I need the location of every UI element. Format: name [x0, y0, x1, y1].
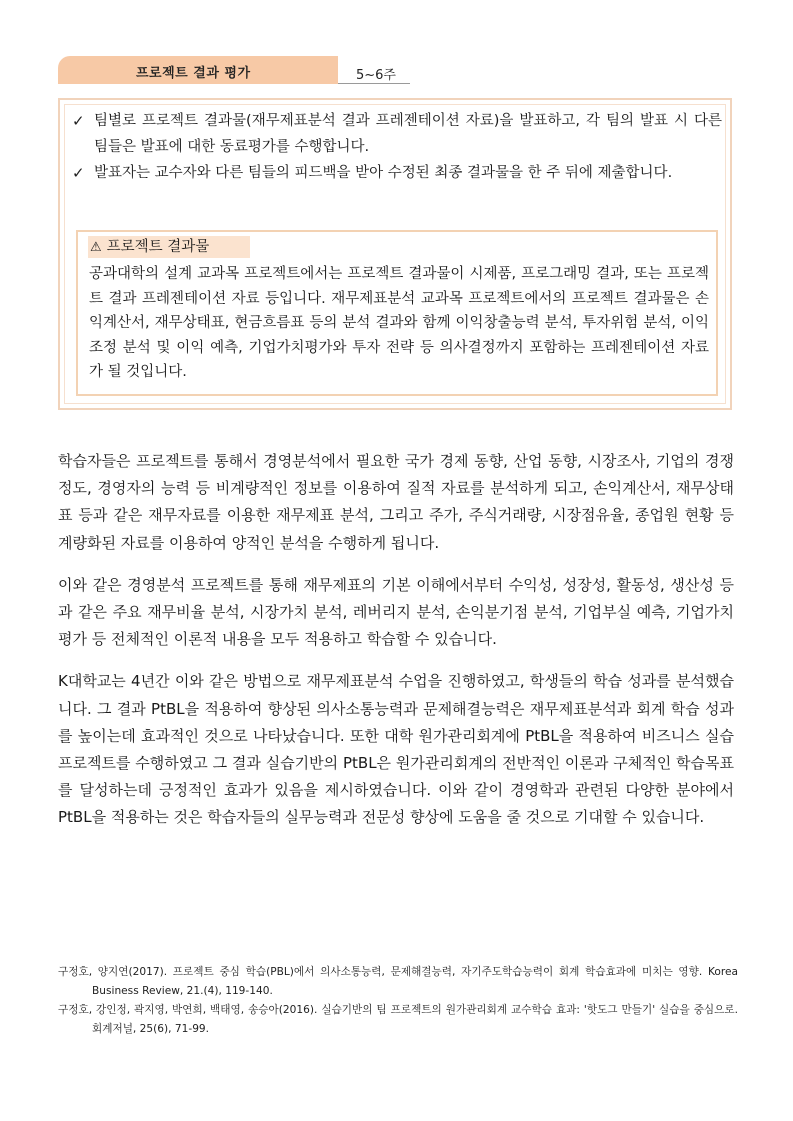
checkmark-icon: ✓	[72, 112, 85, 130]
checklist-item-text: 팀별로 프로젝트 결과물(재무제표분석 결과 프레젠테이션 자료)을 발표하고, 각 팀의 발표 시 다른 팀들은 발표에 대한 동료평가를 수행합니다.	[94, 113, 722, 155]
checklist	[72, 108, 722, 186]
header-underline	[338, 83, 410, 84]
checkmark-icon: ✓	[72, 164, 85, 182]
references	[58, 963, 738, 1039]
reference-item: 구정호, 양지연(2017). 프로젝트 중심 학습(PBL)에서 의사소통능력, 문제해결능력, 자기주도학습능력이 회계 학습효과에 미치는 영향. Korea Business Review, 21.(4), 119-140.	[58, 966, 738, 997]
paragraph: 이와 같은 경영분석 프로젝트를 통해 재무제표의 기본 이해에서부터 수익성, 성장성, 활동성, 생산성 등과 같은 주요 재무비율 분석, 시장가치 분석, 레버리지 분석, 손익분기점 분석, 기업부실 예측, 기업가치 평가 등 전체적인 이론적 내용을 모두 적용하고 학습할 수 있습니다.	[58, 575, 734, 649]
paragraph: 학습자들은 프로젝트를 통해서 경영분석에서 필요한 국가 경제 동향, 산업 동향, 시장조사, 기업의 경쟁 정도, 경영자의 능력 등 비계량적인 정보를 이용하여 질적 자료를 분석하게 되고, 손익계산서, 재무상태표 등과 같은 재무자료를 이용한 재무제표 분석, 그리고 주가, 주식거래량, 시장점유율, 종업원 현황 등 계량화된 자료를 이용하여 양적인 분석을 수행하게 됩니다.	[58, 452, 734, 552]
section-header	[58, 56, 410, 84]
checklist-item-text: 발표자는 교수자와 다른 팀들의 피드백을 받아 수정된 최종 결과물을 한 주 뒤에 제출합니다.	[94, 165, 673, 181]
reference-item: 구정호, 강인정, 곽지영, 박연희, 백태영, 송승아(2016). 실습기반의 팀 프로젝트의 원가관리회계 교수학습 효과: '핫도그 만들기' 실습을 중심으로. 회계저널, 25(6), 71-99.	[58, 1004, 738, 1035]
checklist-item	[72, 108, 722, 160]
paragraph: K대학교는 4년간 이와 같은 방법으로 재무제표분석 수업을 진행하였고, 학생들의 학습 성과를 분석했습니다. 그 결과 PtBL을 적용하여 향상된 의사소통능력과 문제해결능력은 재무제표분석과 회계 학습 성과를 높이는데 효과적인 것으로 나타났습니다. 또한 대학 원가관리회계에 PtBL을 적용하여 비즈니스 실습 프로젝트를 수행하였고 그 결과 실습기반의 PtBL은 원가관리회계의 전반적인 이론과 구체적인 학습목표를 달성하는데 긍정적인 효과가 있음을 제시하였습니다. 이와 같이 경영학과 관련된 다양한 분야에서 PtBL을 적용하는 것은 학습자들의 실무능력과 전문성 향상에 도움을 줄 것으로 기대할 수 있습니다.	[58, 672, 734, 827]
note-title-text: 프로젝트 결과물	[106, 239, 210, 255]
note-box	[76, 230, 718, 396]
note-body: 공과대학의 설계 교과목 프로젝트에서는 프로젝트 결과물이 시제품, 프로그래밍 결과, 또는 프로젝트 결과 프레젠테이션 자료 등입니다. 재무제표분석 교과목 프로젝트에서의 프로젝트 결과물은 손익계산서, 재무상태표, 현금흐름표 등의 분석 결과와 함께 이익창출능력 분석, 투자위험 분석, 이익조정 분석 및 이익 예측, 기업가치평가와 투자 전략 등 의사결정까지 포함하는 프레젠테이션 자료가 될 것입니다.	[89, 266, 709, 380]
note-title	[88, 236, 250, 258]
main-body	[58, 448, 734, 847]
checklist-item	[72, 160, 722, 186]
section-title: 프로젝트 결과 평가	[136, 66, 251, 81]
warning-icon: ⚠	[90, 240, 102, 255]
week-label: 5~6주	[356, 68, 396, 83]
